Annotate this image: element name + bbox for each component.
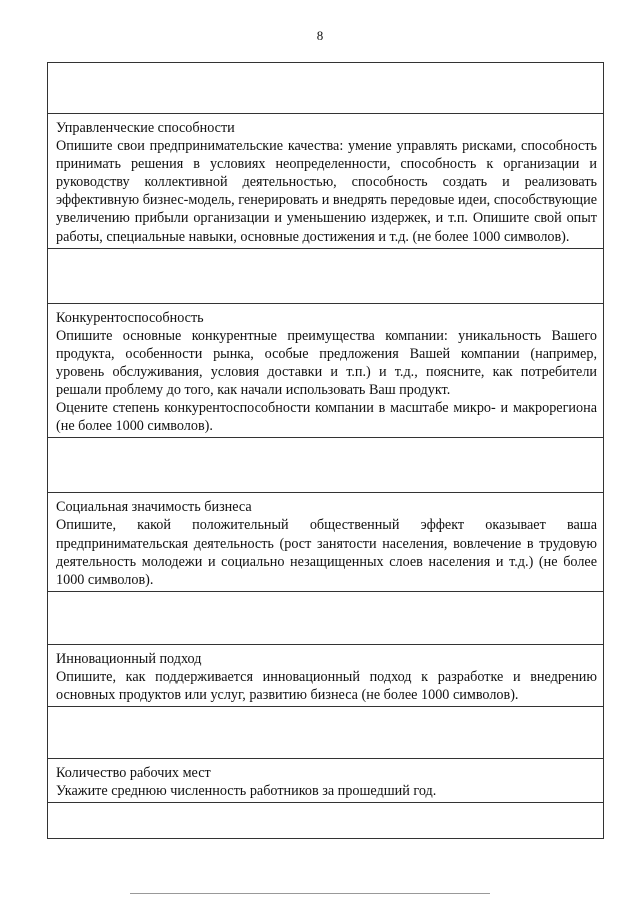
question-text: Опишите свои предпринимательские качества: умение управлять рисками, способность принимать решения в условиях неопределенности, способность к организации и руководству коллективной деятельностью, способность создать и реализовать эффективную бизнес-модель, генерировать и внедрять передовые идеи, способствующие увеличению прибыли организации и уменьшению издержек, и т.п. Опишите свой опыт работы, специальные навыки, основные достижения и т.д. (не более 1000 символов). xyxy=(56,138,597,245)
question-number-of-jobs xyxy=(48,758,603,802)
question-text-continued: Оцените степень конкурентоспособности компании в масштабе микро- и макрорегиона (не более 1000 символов). xyxy=(56,400,597,435)
question-title: Конкурентоспособность xyxy=(56,309,204,326)
question-text: Опишите основные конкурентные преимущества компании: уникальность Вашего продукта, особенности рынка, особые предложения Вашей компании (например, уровень обслуживания, условия доставки и т.п.) и т.д., поясните, как потребители решали проблему до того, как начали использовать Ваш продукт. xyxy=(56,327,597,399)
answer-field-competitiveness[interactable] xyxy=(48,437,603,492)
answer-field-number-of-jobs[interactable] xyxy=(48,802,603,838)
question-competitiveness xyxy=(48,303,603,438)
answer-field-management-skills[interactable] xyxy=(48,248,603,303)
question-text: Укажите среднюю численность работников за прошедший год. xyxy=(56,783,437,800)
question-management-skills xyxy=(48,113,603,248)
page-number: 8 xyxy=(316,28,324,43)
answer-field-social-significance[interactable] xyxy=(48,591,603,644)
answer-field-previous[interactable] xyxy=(48,63,603,113)
question-innovative-approach xyxy=(48,644,603,706)
question-text: Опишите, какой положительный общественный эффект оказывает ваша предпринимательская деятельность (рост занятости населения, вовлечение в трудовую деятельность молодежи и социально незащищенных слоев населения и т.д.) (не более 1000 символов). xyxy=(56,517,597,588)
question-title: Социальная значимость бизнеса xyxy=(56,499,252,516)
question-text: Опишите, как поддерживается инновационный подход к разработке и внедрению основных продуктов или услуг, развитию бизнеса (не более 1000 символов). xyxy=(56,668,597,703)
question-title: Количество рабочих мест xyxy=(56,765,211,782)
question-social-significance xyxy=(48,492,603,590)
answer-field-innovative-approach[interactable] xyxy=(48,706,603,758)
application-form-table xyxy=(47,62,604,839)
question-title: Управленческие способности xyxy=(56,120,235,136)
question-title: Инновационный подход xyxy=(56,650,202,667)
bottom-divider xyxy=(130,893,490,894)
